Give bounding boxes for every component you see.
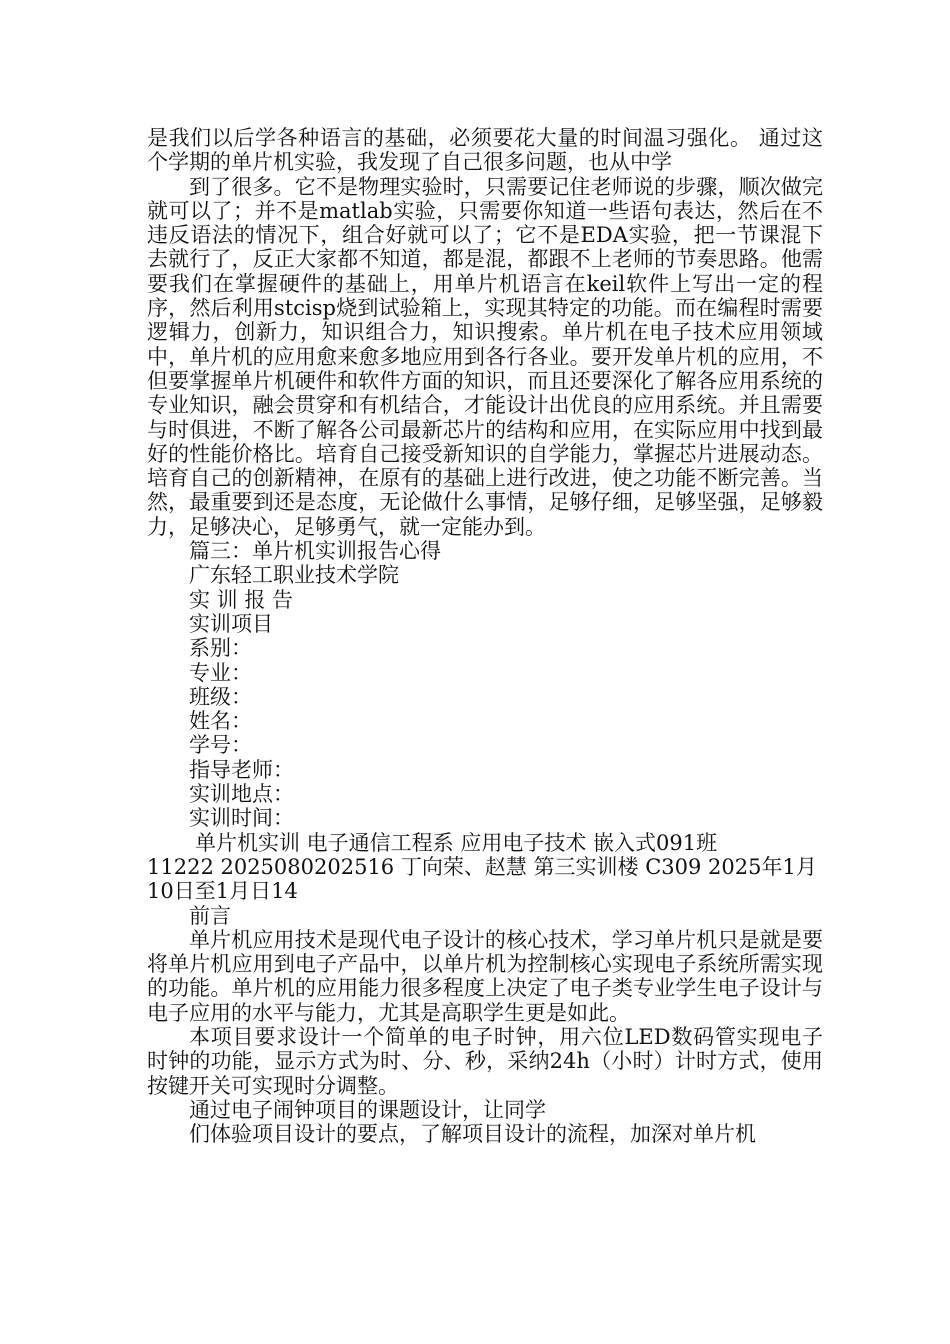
report-title: 实 训 报 告 [189, 587, 294, 612]
document-body [147, 126, 823, 1146]
field-class: 班级： [189, 684, 252, 709]
school-name: 广东轻工职业技术学院 [189, 563, 399, 588]
section-heading: 篇三：单片机实训报告心得 [189, 539, 441, 564]
preface-paragraph-2: 本项目要求设计一个简单的电子时钟，用六位LED数码管实现电子时钟的功能，显示方式为时、分、秒，采纳24h（小时）计时方式，使用按键开关可实现时分调整。 [147, 1024, 823, 1098]
field-values-line-3: 10日至1月日14 [147, 879, 298, 904]
field-name: 姓名： [189, 709, 252, 734]
field-values-line-2: 11222 2025080202516 丁向荣、赵慧 第三实训楼 C309 2025年1月 [147, 854, 817, 879]
preface-paragraph-1: 单片机应用技术是现代电子设计的核心技术，学习单片机只是就是要将单片机应用到电子产品中，以单片机为控制核心实现电子系统所需实现的功能。单片机的应用能力很多程度上决定了电子类专业学生电子设计与电子应用的水平与能力，尤其是高职学生更是如此。 [147, 927, 823, 1025]
field-department: 系别： [189, 636, 252, 661]
field-location: 实训地点： [189, 782, 294, 807]
preface-paragraph-3-line-2: 们体验项目设计的要点，了解项目设计的流程，加深对单片机 [189, 1122, 756, 1147]
field-advisor: 指导老师： [189, 757, 294, 782]
preface-heading: 前言 [189, 903, 231, 928]
paragraph-0: 是我们以后学各种语言的基础，必须要花大量的时间温习强化。 通过这个学期的单片机实验，我发现了自己很多问题，也从中学 [147, 126, 823, 175]
preface-paragraph-3-line-1: 通过电子闹钟项目的课题设计，让同学 [189, 1097, 546, 1122]
field-student-id: 学号： [189, 733, 252, 758]
field-major: 专业： [189, 660, 252, 685]
field-time: 实训时间： [189, 806, 294, 831]
paragraph-1: 到了很多。它不是物理实验时，只需要记住老师说的步骤，顺次做完就可以了；并不是matlab实验，只需要你知道一些语句表达，然后在不违反语法的情况下，组合好就可以了；它不是EDA实验，把一节课混下去就行了，反正大家都不知道，都是混，都跟不上老师的节奏思路。他需要我们在掌握硬件的基础上，用单片机语言在keil软件上写出一定的程序，然后利用stcisp烧到试验箱上，实现其特定的功能。而在编程时需要逻辑力，创新力，知识组合力，知识搜索。单片机在电子技术应用领域中，单片机的应用愈来愈多地应用到各行各业。要开发单片机的应用，不但要掌握单片机硬件和软件方面的知识，而且还要深化了解各应用系统的专业知识，融会贯穿和有机结合，才能设计出优良的应用系统。并且需要与时俱进，不断了解各公司最新芯片的结构和应用，在实际应用中找到最好的性能价格比。培育自己接受新知识的自学能力，掌握芯片进展动态。培育自己的创新精神，在原有的基础上进行改进，使之功能不断完善。当然，最重要到还是态度，无论做什么事情，足够仔细，足够坚强，足够毅力，足够决心，足够勇气，就一定能办到。 [147, 174, 823, 539]
field-project: 实训项目 [189, 611, 273, 636]
field-values-line-1: 单片机实训 电子通信工程系 应用电子技术 嵌入式091班 [195, 830, 718, 855]
